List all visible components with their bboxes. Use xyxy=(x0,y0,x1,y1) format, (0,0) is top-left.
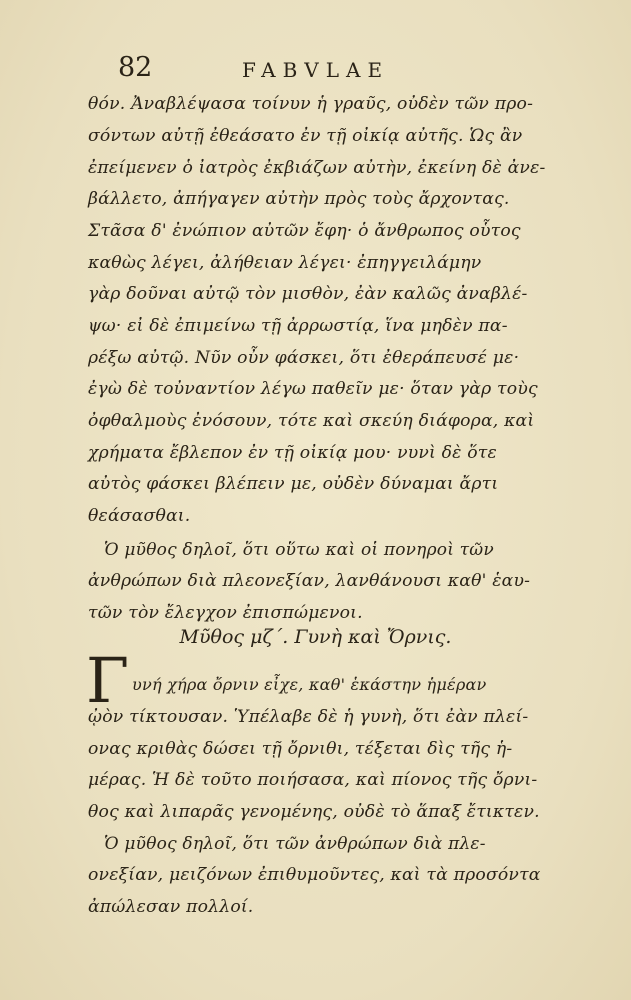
fable-title: Μῦθος μζ΄. Γυνὴ καὶ Ὄρνις. xyxy=(179,626,452,648)
text-line: ψω· εἰ δὲ ἐπιμείνω τῇ ἀρρωστίᾳ, ἵνα μηδὲν πα- xyxy=(88,316,508,336)
moral-line: ἀνθρώπων διὰ πλεονεξίαν, λανθάνουσι καθ' ἑαυ- xyxy=(88,571,531,591)
moral-line: ἀπώλεσαν πολλοί. xyxy=(88,897,254,917)
text-line: βάλλετο, ἀπήγαγεν αὐτὴν πρὸς τοὺς ἄρχοντας. xyxy=(88,189,510,209)
text-line: γὰρ δοῦναι αὐτῷ τὸν μισθὸν, ἐὰν καλῶς ἀναβλέ- xyxy=(88,284,528,304)
text-line: χρήματα ἔβλεπον ἐν τῇ οἰκίᾳ μου· νυνὶ δὲ ὅτε xyxy=(88,443,497,463)
text-line: θόν. Ἀναβλέψασα τοίνυν ἡ γραῦς, οὐδὲν τῶν προ- xyxy=(88,94,534,114)
moral-line: Ὁ μῦθος δηλοῖ, ὅτι οὕτω καὶ οἱ πονηροὶ τῶν xyxy=(104,540,494,560)
text-line: υνή χήρα ὄρνιν εἶχε, καθ' ἑκάστην ἡμέραν xyxy=(132,675,487,694)
text-line: ονας κριθὰς δώσει τῇ ὄρνιθι, τέξεται δὶς τῆς ἡ- xyxy=(88,739,513,759)
text-line: σόντων αὐτῇ ἐθεάσατο ἐν τῇ οἰκίᾳ αὐτῆς. Ὡς ἂν xyxy=(88,126,523,146)
text-line: θος καὶ λιπαρᾶς γενομένης, οὐδὲ τὸ ἅπαξ ἔτικτεν. xyxy=(88,802,540,822)
text-line: ἐπείμενεν ὁ ἰατρὸς ἐκβιάζων αὐτὴν, ἐκείνη δὲ ἀνε- xyxy=(88,158,546,178)
drop-cap: Γ xyxy=(86,644,130,717)
text-line: μέρας. Ἡ δὲ τοῦτο ποιήσασα, καὶ πίονος τῆς ὄρνι- xyxy=(88,770,538,790)
text-line: θεάσασθαι. xyxy=(88,506,191,526)
running-title: FABVLAE xyxy=(242,58,390,82)
moral-line: τῶν τὸν ἔλεγχον ἐπισπώμενοι. xyxy=(88,603,363,623)
text-line: ρέξω αὐτῷ. Νῦν οὖν φάσκει, ὅτι ἐθεράπευσέ με· xyxy=(88,348,520,368)
page-number: 82 xyxy=(118,52,153,83)
text-line: ᾠὸν τίκτουσαν. Ὑπέλαβε δὲ ἡ γυνὴ, ὅτι ἐὰν πλεί- xyxy=(88,707,529,727)
moral-line: ονεξίαν, μειζόνων ἐπιθυμοῦντες, καὶ τὰ προσόντα xyxy=(88,865,541,885)
text-line: ὀφθαλμοὺς ἐνόσουν, τότε καὶ σκεύη διάφορα, καὶ xyxy=(88,411,535,431)
page-header xyxy=(118,52,438,88)
text-line: καθὼς λέγει, ἀλήθειαν λέγει· ἐπηγγειλάμην xyxy=(88,253,482,273)
text-line: Στᾶσα δ' ἐνώπιον αὐτῶν ἔφη· ὁ ἄνθρωπος οὗτος xyxy=(88,221,521,241)
text-line: αὐτὸς φάσκει βλέπειν με, οὐδὲν δύναμαι ἄρτι xyxy=(88,474,499,494)
moral-line: Ὁ μῦθος δηλοῖ, ὅτι τῶν ἀνθρώπων διὰ πλε- xyxy=(104,834,486,854)
text-line: ἐγὼ δὲ τοὐναντίον λέγω παθεῖν με· ὅταν γὰρ τοὺς xyxy=(88,379,538,399)
